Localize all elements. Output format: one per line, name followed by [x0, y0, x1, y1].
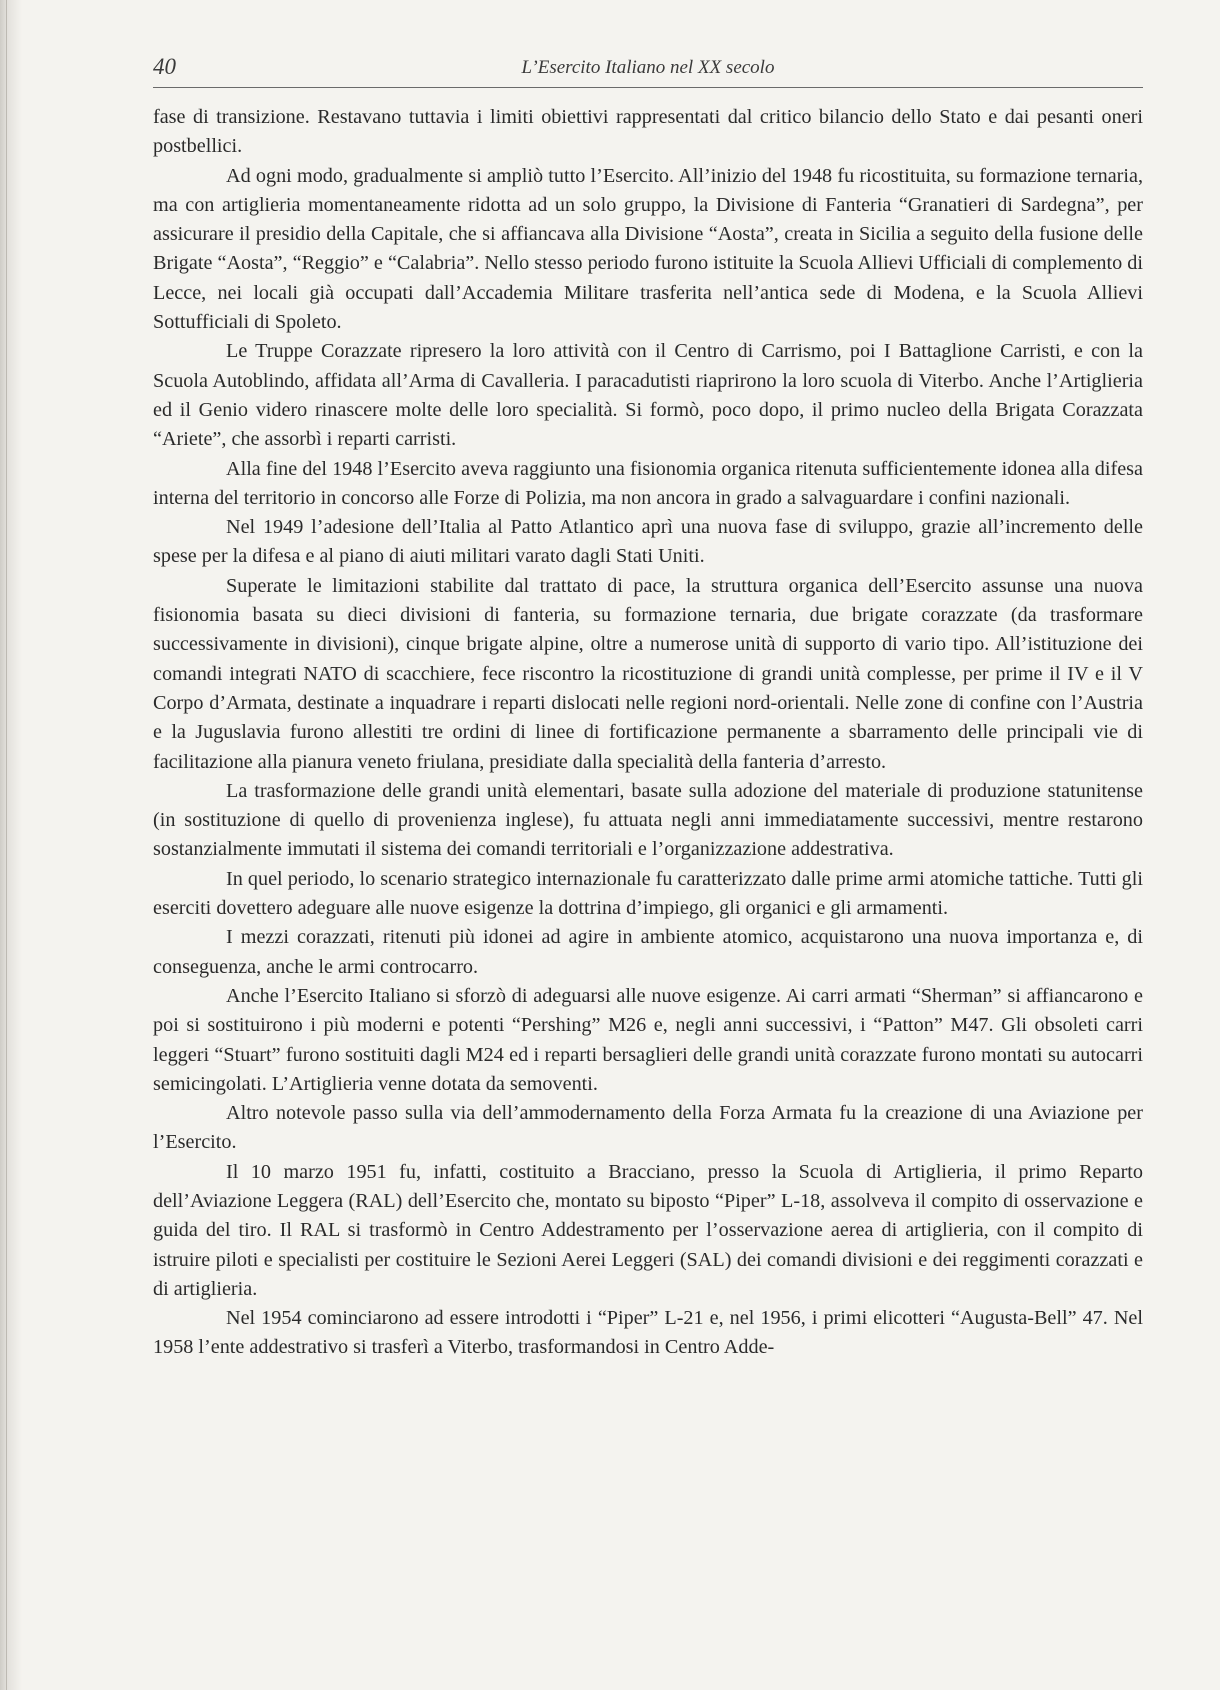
paragraph: I mezzi corazzati, ritenuti più idonei ad agire in ambiente atomico, acquistarono una nuova importanza e, di conseguenza, anche le armi controcarro. [153, 926, 1143, 978]
paragraph: La trasformazione delle grandi unità elementari, basate sulla adozione del materiale di produzione statunitense (in sostituzione di quello di provenienza inglese), fu attuata negli anni immediatamente successivi, mentre restarono sostanzialmente immutati il sistema dei comandi territoriali e l’organizzazione addestrativa. [153, 779, 1143, 861]
paragraph: Il 10 marzo 1951 fu, infatti, costituito a Bracciano, presso la Scuola di Artiglieria, il primo Reparto dell’Aviazione Leggera (RAL) dell’Esercito che, montato su biposto “Piper” L-18, assolveva il compito di osservazione e guida del tiro. Il RAL si trasformò in Centro Addestramento per l’osservazione aerea di artiglieria, con il compito di istruire piloti e specialisti per costituire le Sezioni Aerei Leggeri (SAL) dei comandi divisioni e dei reggimenti corazzati e di artiglieria. [153, 1160, 1143, 1300]
binding-edge-line [6, 0, 7, 1690]
paragraph: Nel 1949 l’adesione dell’Italia al Patto Atlantico aprì una nuova fase di sviluppo, grazie all’incremento delle spese per la difesa e al piano di aiuti militari varato dagli Stati Uniti. [153, 516, 1143, 568]
paragraph: Alla fine del 1948 l’Esercito aveva raggiunto una fisionomia organica ritenuta sufficientemente idonea alla difesa interna del territorio in concorso alle Forze di Polizia, ma non ancora in grado a salvaguardare i confini nazionali. [153, 457, 1143, 509]
paragraph: Anche l’Esercito Italiano si sforzò di adeguarsi alle nuove esigenze. Ai carri armati “Sherman” si affiancarono e poi si sostituirono i più moderni e potenti “Pershing” M26 e, negli anni successivi, i “Patton” M47. Gli obsoleti carri leggeri “Stuart” furono sostituiti dagli M24 ed i reparti bersaglieri delle grandi unità corazzate furono montati su autocarri semicingolati. L’Artiglieria venne dotata da semoventi. [153, 984, 1143, 1095]
running-title: L’Esercito Italiano nel XX secolo [521, 57, 775, 78]
paragraph: In quel periodo, lo scenario strategico internazionale fu caratterizzato dalle prime armi atomiche tattiche. Tutti gli eserciti dovettero adeguare alle nuove esigenze la dottrina d’impiego, gli organici e gli armamenti. [153, 867, 1143, 920]
binding-shadow [0, 0, 22, 1690]
paragraph: Altro notevole passo sulla via dell’ammodernamento della Forza Armata fu la creazione di una Aviazione per l’Esercito. [153, 1102, 1143, 1154]
page-header [153, 48, 1143, 88]
paragraph: Superate le limitazioni stabilite dal trattato di pace, la struttura organica dell’Esercito assunse una nuova fisionomia basata su dieci divisioni di fanteria, su formazione ternaria, due brigate corazzate (da trasformare successivamente in divisioni), cinque brigate alpine, oltre a numerose unità di supporto di vario tipo. All’istituzione dei comandi integrati NATO di scacchiere, fece riscontro la ricostituzione di grandi unità complesse, per prime il IV e il V Corpo d’Armata, destinate a inquadrare i reparti dislocati nelle regioni nord-orientali. Nelle zone di confine con l’Austria e la Juguslavia furono allestiti tre ordini di linee di fortificazione permanente a sbarramento delle principali vie di facilitazione alla pianura veneto friulana, presidiate dalla specialità della fanteria d’arresto. [153, 574, 1143, 773]
page-number: 40 [153, 54, 176, 79]
paragraph: Ad ogni modo, gradualmente si ampliò tutto l’Esercito. All’inizio del 1948 fu ricostituita, su formazione ternaria, ma con artiglieria momentaneamente ridotta ad un solo gruppo, la Divisione di Fanteria “Granatieri di Sardegna”, per assicurare il presidio della Capitale, che si affiancava alla Divisione “Aosta”, creata in Sicilia a seguito della fusione delle Brigate “Aosta”, “Reggio” e “Calabria”. Nello stesso periodo furono istituite la Scuola Allievi Ufficiali di complemento di Lecce, nei locali già occupati dall’Accademia Militare trasferita nell’antica sede di Modena, e la Scuola Allievi Sottufficiali di Spoleto. [153, 164, 1143, 334]
paragraph: Le Truppe Corazzate ripresero la loro attività con il Centro di Carrismo, poi I Battaglione Carristi, e con la Scuola Autoblindo, affidata all’Arma di Cavalleria. I paracadutisti riaprirono la loro scuola di Viterbo. Anche l’Artiglieria ed il Genio videro rinascere molte delle loro specialità. Si formò, poco dopo, il primo nucleo della Brigata Corazzata “Ariete”, che assorbì i reparti carristi. [153, 340, 1143, 451]
paragraph-continued: fase di transizione. Restavano tuttavia i limiti obiettivi rappresentati dal critico bilancio dello Stato e dai pesanti oneri postbellici. [153, 106, 1143, 158]
paragraph: Nel 1954 cominciarono ad essere introdotti i “Piper” L-21 e, nel 1956, i primi elicotteri “Augusta-Bell” 47. Nel 1958 l’ente addestrativo si trasferì a Viterbo, trasformandosi in Centro Adde- [153, 1307, 1143, 1359]
body-text [153, 103, 1143, 1363]
header-rule [153, 87, 1143, 88]
